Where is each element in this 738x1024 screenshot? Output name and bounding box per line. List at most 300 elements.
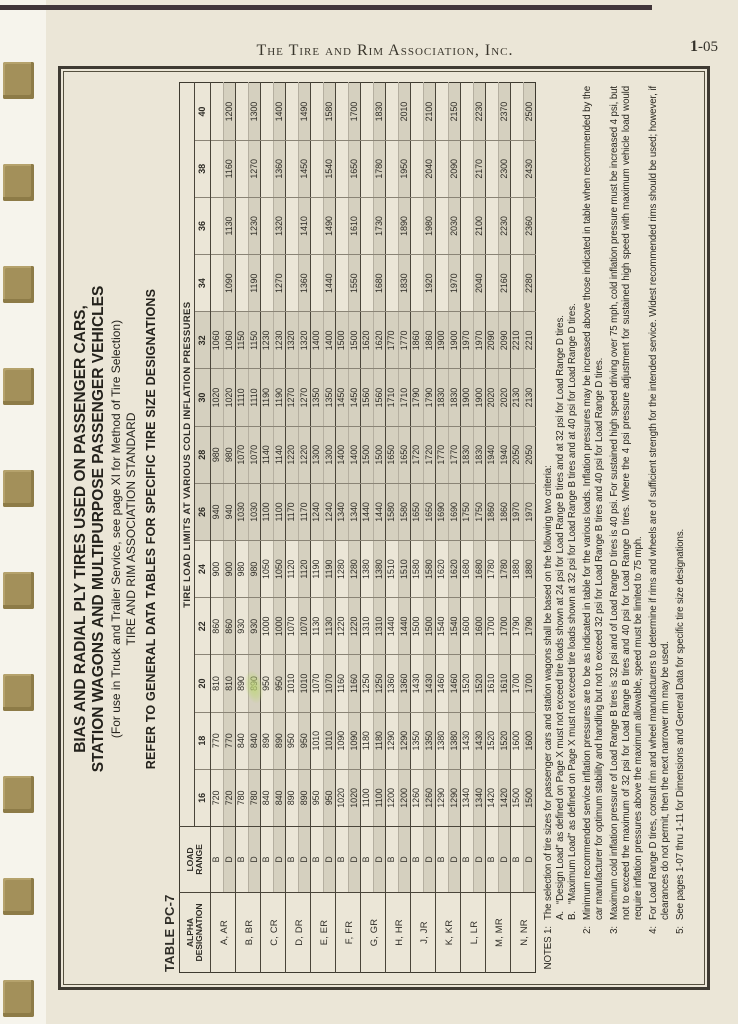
load-cell: 1380 [373,541,386,598]
load-cell: 1750 [473,483,486,540]
load-cell [436,197,449,254]
load-cell: 1610 [486,655,499,712]
load-cell [236,255,249,312]
load-cell: 1400 [336,426,349,483]
load-cell: 1970 [461,312,474,369]
load-cell: 1200 [398,769,411,826]
load-cell: 1320 [273,197,286,254]
load-cell: 1070 [298,598,311,655]
load-cell: 1510 [386,541,399,598]
load-cell: 2280 [523,255,536,312]
load-cell [336,197,349,254]
load-cell: 1830 [473,426,486,483]
load-cell [386,83,399,140]
alpha-designation-cell: B, BR [236,893,261,973]
load-cell: 1090 [223,255,236,312]
load-cell: 1690 [436,483,449,540]
load-cell: 1420 [486,769,499,826]
load-cell: 810 [223,655,236,712]
table-row [511,83,524,973]
load-cell: 1750 [461,483,474,540]
load-cell: 1790 [523,598,536,655]
load-cell [486,255,499,312]
table-row [248,83,261,973]
load-cell: 950 [261,655,274,712]
load-cell: 1340 [461,769,474,826]
load-range-cell: D [298,827,311,893]
pressure-header-cell: 18 [195,712,211,769]
load-cell [311,255,324,312]
load-cell: 1290 [436,769,449,826]
load-cell: 1060 [223,312,236,369]
pressure-header-cell: 40 [195,83,211,140]
load-cell [386,255,399,312]
binding-tab [3,164,34,201]
load-cell: 1500 [523,769,536,826]
load-cell: 1180 [361,712,374,769]
load-cell: 1770 [448,426,461,483]
load-cell: 1350 [411,712,424,769]
load-cell: 1170 [286,483,299,540]
load-range-cell: B [486,827,499,893]
load-cell [261,197,274,254]
load-cell: 1770 [386,312,399,369]
load-cell: 2170 [473,140,486,197]
pressure-header-cell: 22 [195,598,211,655]
load-cell [436,140,449,197]
load-cell: 780 [248,769,261,826]
table-row [498,83,511,973]
load-cell: 1780 [498,541,511,598]
load-cell: 1610 [348,197,361,254]
load-cell: 1650 [398,426,411,483]
note-label: NOTES 1: [543,926,554,970]
load-cell: 1360 [273,140,286,197]
alpha-designation-cell: N, NR [511,893,536,973]
load-cell: 1510 [398,541,411,598]
load-cell: 1150 [248,312,261,369]
load-cell [461,255,474,312]
load-cell: 890 [298,769,311,826]
load-cell [311,197,324,254]
rotated-table-content [68,78,702,980]
load-cell: 1230 [273,312,286,369]
load-cell: 1540 [448,598,461,655]
load-cell: 1300 [323,426,336,483]
load-cell [511,197,524,254]
load-cell: 1680 [461,541,474,598]
load-cell [311,83,324,140]
load-cell: 950 [298,712,311,769]
table-row [373,83,386,973]
table-row [236,83,249,973]
load-cell: 1000 [273,598,286,655]
table-label: TABLE PC-7 [162,894,177,972]
binding-tab [3,980,34,1017]
load-cell: 1430 [461,712,474,769]
load-cell: 1520 [473,655,486,712]
title-line-2: STATION WAGONS AND MULTIPURPOSE PASSENGER VEHICLES [90,285,107,773]
load-cell: 1280 [348,541,361,598]
load-cell: 1700 [523,655,536,712]
load-cell: 1420 [498,769,511,826]
load-cell [436,83,449,140]
load-range-cell: B [361,827,374,893]
load-range-cell: D [273,827,286,893]
load-cell: 1350 [323,369,336,426]
load-cell: 1950 [398,140,411,197]
load-cell: 1220 [298,426,311,483]
load-cell: 2130 [511,369,524,426]
load-range-cell: D [323,827,336,893]
load-cell: 1500 [336,312,349,369]
note-text: For Load Range D tires, consult rim and wheel manufacturers to determine if rims and wheels are of sufficient strength for the intended service. Widest recommended rims should be used; however, if clearances do not permit, then the next narrower rim may be used. [648,86,671,920]
load-cell: 1120 [286,541,299,598]
load-cell: 1650 [348,140,361,197]
load-cell: 1860 [486,483,499,540]
load-cell: 2090 [448,140,461,197]
table-row [298,83,311,973]
load-range-cell: D [348,827,361,893]
load-cell: 1320 [286,312,299,369]
load-cell: 1290 [448,769,461,826]
load-cell: 1240 [323,483,336,540]
load-cell: 2430 [523,140,536,197]
table-row [448,83,461,973]
load-cell [361,197,374,254]
load-cell [286,255,299,312]
load-cell: 1700 [486,598,499,655]
load-cell: 980 [211,426,224,483]
load-cell [211,83,224,140]
load-cell: 860 [223,598,236,655]
note-label: 2: [582,926,593,934]
load-cell: 1400 [273,83,286,140]
load-cell [511,140,524,197]
load-cell: 1020 [348,769,361,826]
load-cell: 1380 [448,712,461,769]
load-cell: 1700 [511,655,524,712]
load-range-cell: B [461,827,474,893]
load-cell: 1010 [298,655,311,712]
load-cell: 1160 [336,655,349,712]
load-cell: 900 [211,541,224,598]
load-cell: 1890 [398,197,411,254]
load-range-cell: B [511,827,524,893]
binding-strip [0,0,46,1024]
load-cell: 1580 [398,483,411,540]
load-cell: 890 [273,712,286,769]
load-cell: 1020 [223,369,236,426]
document-header: The Tire and Rim Association, Inc. [256,42,514,59]
load-cell: 1500 [373,426,386,483]
load-cell: 1430 [423,655,436,712]
load-cell: 950 [323,769,336,826]
load-cell: 1130 [223,197,236,254]
load-range-cell: B [336,827,349,893]
load-cell: 2020 [486,369,499,426]
table-row [423,83,436,973]
load-cell: 1090 [336,712,349,769]
load-cell: 1500 [411,598,424,655]
load-cell: 1360 [298,255,311,312]
load-cell: 1970 [511,483,524,540]
load-cell: 1920 [423,255,436,312]
pressure-header-cell: 36 [195,197,211,254]
load-cell: 1340 [336,483,349,540]
load-cell [361,140,374,197]
load-cell [311,140,324,197]
load-cell: 1380 [361,541,374,598]
load-cell [511,255,524,312]
note-subitem [555,86,567,920]
load-cell: 1790 [511,598,524,655]
load-cell: 1050 [273,541,286,598]
load-cell: 1900 [448,312,461,369]
load-cell: 1230 [248,197,261,254]
load-cell: 1160 [223,140,236,197]
load-cell: 1980 [423,197,436,254]
load-cell [336,255,349,312]
table-row [486,83,499,973]
load-cell: 810 [211,655,224,712]
load-range-cell: B [211,827,224,893]
load-cell: 1430 [411,655,424,712]
load-cell: 1450 [336,369,349,426]
load-cell: 770 [223,712,236,769]
pressure-header-cell: 34 [195,255,211,312]
load-cell: 1460 [436,655,449,712]
load-cell: 1580 [411,541,424,598]
table-row [436,83,449,973]
load-cell: 1170 [298,483,311,540]
note-label: 3: [609,926,620,934]
binding-tab [3,674,34,711]
alpha-designation-cell: C, CR [261,893,286,973]
page-border-inner [63,71,705,985]
load-cell: 1270 [273,255,286,312]
load-cell: 1520 [486,712,499,769]
load-cell: 1100 [361,769,374,826]
load-cell [461,83,474,140]
load-cell: 1100 [373,769,386,826]
load-cell: 1600 [461,598,474,655]
load-cell: 1250 [361,655,374,712]
note-label: 4: [648,926,659,934]
load-cell: 1580 [386,483,399,540]
load-range-cell: B [411,827,424,893]
pressure-header-cell: 16 [195,769,211,826]
load-cell: 1440 [398,598,411,655]
load-cell: 1830 [373,83,386,140]
load-cell: 1600 [511,712,524,769]
load-cell [386,140,399,197]
load-cell: 1650 [386,426,399,483]
alpha-designation-cell: M, MR [486,893,511,973]
load-cell: 1070 [236,426,249,483]
load-cell: 1000 [261,598,274,655]
load-cell: 1600 [473,598,486,655]
load-cell: 1620 [448,541,461,598]
note-subtext: “Design Load” as defined on Page X must not exceed tire loads shown at 24 psi for Load Range B tires and at 32 psi for Load Range D tires. [555,315,566,904]
load-range-cell: B [311,827,324,893]
load-cell: 1690 [448,483,461,540]
load-cell: 2160 [498,255,511,312]
load-cell: 1050 [261,541,274,598]
load-cell: 1100 [261,483,274,540]
load-cell: 2100 [473,197,486,254]
alpha-designation-cell: L, LR [461,893,486,973]
load-cell: 1680 [373,255,386,312]
load-cell [211,140,224,197]
alpha-designation-cell: J, JR [411,893,436,973]
pressure-header-cell: 32 [195,312,211,369]
table-row [323,83,336,973]
pressure-header-cell: 28 [195,426,211,483]
load-range-cell: D [223,827,236,893]
load-cell: 1200 [223,83,236,140]
load-cell: 930 [236,598,249,655]
note-sublabel: B. [567,911,578,920]
load-cell [411,83,424,140]
note-item [543,86,579,972]
load-cell: 2050 [523,426,536,483]
pressure-header-cell: 20 [195,655,211,712]
load-cell: 1730 [373,197,386,254]
load-cell: 2100 [423,83,436,140]
alpha-designation-header: ALPHA DESIGNATION [180,893,211,973]
load-cell [261,83,274,140]
load-cell: 1230 [261,312,274,369]
load-cell: 950 [286,712,299,769]
load-cell: 840 [248,712,261,769]
binding-tab [3,878,34,915]
load-cell: 1880 [523,541,536,598]
load-cell: 1110 [248,369,261,426]
load-cell: 950 [273,655,286,712]
load-cell: 1350 [311,369,324,426]
load-cell: 1150 [236,312,249,369]
load-cell: 1190 [311,541,324,598]
load-cell: 1200 [386,769,399,826]
title-block [68,78,158,980]
alpha-designation-cell: H, HR [386,893,411,973]
load-cell: 1500 [348,312,361,369]
load-cell: 1720 [411,426,424,483]
load-cell: 1190 [273,369,286,426]
load-cell [236,140,249,197]
load-cell: 2500 [523,83,536,140]
load-cell: 840 [273,769,286,826]
load-cell: 1700 [498,598,511,655]
note-subtext: “Maximum Load” as defined on Page X must not exceed tire loads shown at 32 psi for Load Range B tires and at 40 psi for Load Range D tires. [567,303,578,904]
load-cell: 1310 [361,598,374,655]
load-cell: 1110 [236,369,249,426]
load-cell: 1020 [211,369,224,426]
load-cell: 900 [223,541,236,598]
load-cell: 1220 [286,426,299,483]
note-text: See pages 1-07 thru 1-11 for Dimensions and General Data for specific tire size designations. [675,528,686,920]
load-cell [236,83,249,140]
load-cell: 1280 [336,541,349,598]
load-cell: 1070 [248,426,261,483]
load-cell: 2030 [448,197,461,254]
table-row [461,83,474,973]
load-cell [261,255,274,312]
load-cell: 2230 [473,83,486,140]
load-cell: 1270 [248,140,261,197]
load-cell: 890 [261,712,274,769]
load-cell [361,255,374,312]
load-cell: 1380 [436,712,449,769]
load-cell: 1250 [373,655,386,712]
load-cell: 890 [236,655,249,712]
load-cell [236,197,249,254]
load-cell: 1830 [398,255,411,312]
load-cell: 1070 [311,655,324,712]
load-cell: 1780 [373,140,386,197]
load-cell: 1970 [448,255,461,312]
load-cell: 1130 [311,598,324,655]
load-range-cell: D [373,827,386,893]
load-cell: 2090 [498,312,511,369]
page-number-section: 1 [690,38,698,55]
load-cell: 1100 [273,483,286,540]
table-row [348,83,361,973]
load-cell [286,140,299,197]
load-cell: 1440 [373,483,386,540]
load-cell: 1940 [498,426,511,483]
load-cell: 1620 [373,312,386,369]
table-row [398,83,411,973]
pressure-header-cell: 38 [195,140,211,197]
load-cell: 2230 [498,197,511,254]
load-cell: 1700 [348,83,361,140]
load-cell [461,140,474,197]
load-cell: 1460 [448,655,461,712]
span-header: TIRE LOAD LIMITS AT VARIOUS COLD INFLATION PRESSURES [180,83,195,827]
load-cell: 1400 [323,312,336,369]
load-cell [461,197,474,254]
load-cell: 1180 [373,712,386,769]
load-cell: 1310 [373,598,386,655]
load-range-cell: B [286,827,299,893]
binding-tab [3,266,34,303]
load-cell: 1490 [323,197,336,254]
title-line-4: TIRE AND RIM ASSOCIATION STANDARD [124,412,138,646]
load-cell: 940 [211,483,224,540]
note-item [675,86,687,972]
load-cell [411,140,424,197]
load-cell: 1140 [261,426,274,483]
table-row [223,83,236,973]
title-line-1: BIAS AND RADIAL PLY TIRES USED ON PASSENGER CARS, [72,305,89,753]
load-cell: 720 [223,769,236,826]
load-cell: 770 [211,712,224,769]
load-cell: 1140 [273,426,286,483]
page-number-rest: -05 [698,39,718,55]
load-cell [261,140,274,197]
load-cell: 2360 [523,197,536,254]
load-range-cell: D [248,827,261,893]
alpha-designation-cell: A, AR [211,893,236,973]
load-cell: 1440 [323,255,336,312]
load-cell: 940 [223,483,236,540]
note-text: The selection of tire sizes for passenger cars and station wagons shall be based on the following two criteria: A. “Design Load” as defined on Page X must not exceed tire loads shown at 24 psi for Load Range B tires and at 32 psi for Load Range D tires. B. “Maximum Load” as defined on Page X must not exceed tire loads shown at 32 psi for Load Range B tires and at 40 psi for Load Range D tires. [543,86,579,920]
load-cell [336,83,349,140]
table-row [523,83,536,973]
load-cell [411,255,424,312]
